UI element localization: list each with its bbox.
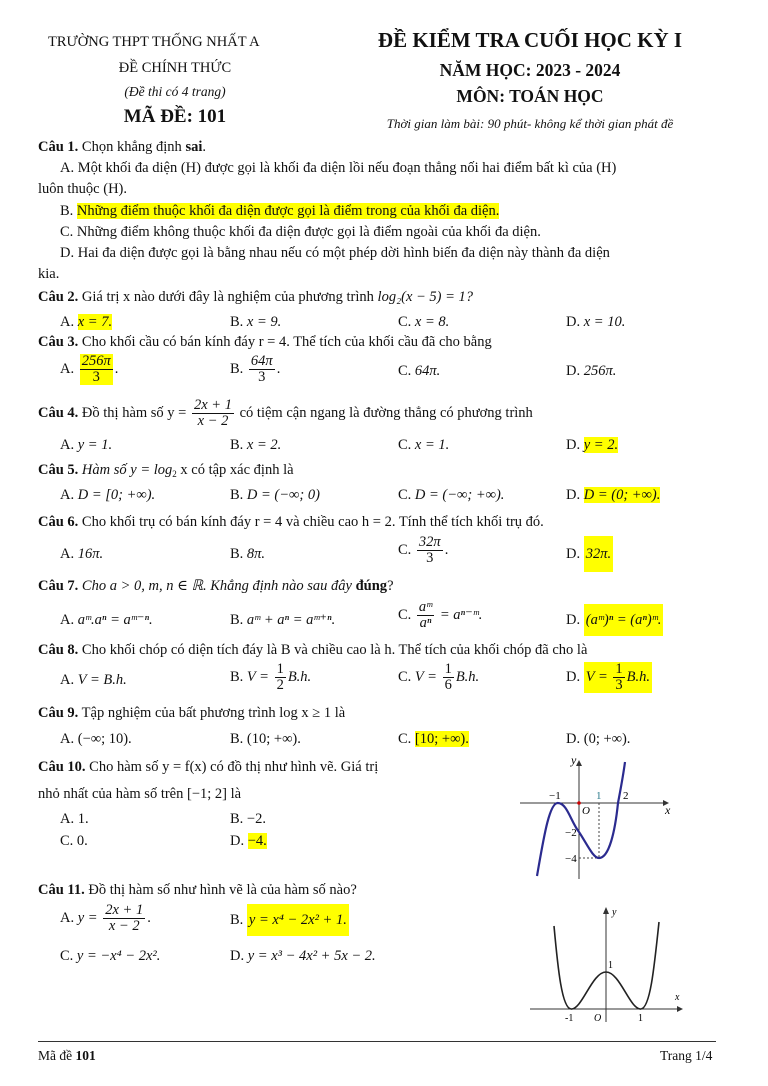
q8-option-a[interactable]: A. V = B.h. xyxy=(60,672,127,688)
q2-option-d[interactable]: D. x = 10. xyxy=(566,314,626,330)
q2-option-b[interactable]: B. x = 9. xyxy=(230,314,282,330)
question-6: Câu 6. Cho khối trụ có bán kính đáy r = 4 và chiều cao h = 2. Tính thể tích khối trụ đó. xyxy=(38,514,544,530)
svg-text:y: y xyxy=(612,907,617,918)
svg-text:x: x xyxy=(665,803,671,817)
q10-option-c[interactable]: C. 0. xyxy=(60,833,88,849)
q4-option-b[interactable]: B. x = 2. xyxy=(230,437,282,453)
q1-option-a[interactable]: A. Một khối đa diện (H) được gọi là khối đa diện lồi nếu đoạn thẳng nối hai điểm bất kì của (H) xyxy=(60,160,617,176)
q8-option-d[interactable]: D. V = $\frac{1}{3}$ B.h. xyxy=(566,661,650,694)
q6-option-c[interactable]: C. $\frac{32\pi}{3}$ . xyxy=(398,534,449,567)
q9-option-d[interactable]: D. (0; +∞). xyxy=(566,731,631,747)
q8-option-b[interactable]: B. V = $\frac{1}{2}$ B.h. xyxy=(230,661,312,694)
q7-option-c[interactable]: C. $\frac{\text{aᵐ}}{\text{aⁿ}}$ = aⁿ⁻ᵐ. xyxy=(398,599,483,632)
school-name: TRƯỜNG THPT THỐNG NHẤT A xyxy=(48,34,260,50)
x-axis-arrow-icon xyxy=(677,1006,683,1012)
school-year: NĂM HỌC: 2023 - 2024 xyxy=(439,60,621,80)
q1-option-a-cont: luôn thuộc (H). xyxy=(38,181,127,197)
q7-option-a[interactable]: A. aᵐ.aⁿ = aᵐ⁻ⁿ. xyxy=(60,612,153,628)
y-axis-arrow-icon xyxy=(576,760,582,766)
question-1: Câu 1. Chọn khẳng định sai. xyxy=(38,139,206,155)
q11-option-c[interactable]: C. y = −x⁴ − 2x². xyxy=(60,948,161,964)
q1-option-c[interactable]: C. Những điểm không thuộc khối đa diện được gọi là điểm ngoài của khối đa diện. xyxy=(60,224,541,240)
q3-option-a[interactable]: A. $\frac{256\pi}{3}$ . xyxy=(60,353,119,386)
q5-option-d[interactable]: D. D = (0; +∞). xyxy=(566,487,661,503)
footer-page-number: Trang 1/4 xyxy=(660,1048,713,1063)
q2-option-a[interactable]: A. x = 7. xyxy=(60,314,113,330)
q9-option-b[interactable]: B. (10; +∞). xyxy=(230,731,301,747)
q11-option-d[interactable]: D. y = x³ − 4x² + 5x − 2. xyxy=(230,948,376,964)
q6-option-a[interactable]: A. 16π. xyxy=(60,546,104,562)
q5-option-c[interactable]: C. D = (−∞; +∞). xyxy=(398,487,505,503)
q6-option-d[interactable]: D. 32π. xyxy=(566,546,613,563)
q1-option-b[interactable]: B. Những điểm thuộc khối đa diện được gọi là điểm trong của khối đa diện. xyxy=(60,203,500,219)
question-9: Câu 9. Tập nghiệm của bất phương trình log x ≥ 1 là xyxy=(38,705,346,721)
q11-quartic-graph xyxy=(520,900,690,1025)
time-note: Thời gian làm bài: 90 phút- không kể thời gian phát đề xyxy=(386,116,674,131)
q2-option-c[interactable]: C. x = 8. xyxy=(398,314,450,330)
svg-text:O: O xyxy=(582,805,590,817)
question-3: Câu 3. Cho khối cầu có bán kính đáy r = 4. Thể tích của khối cầu đã cho bằng xyxy=(38,334,492,350)
svg-text:-1: -1 xyxy=(565,1013,574,1024)
cubic-curve xyxy=(537,762,625,876)
pages-note: (Đề thi có 4 trang) xyxy=(124,84,226,99)
q9-option-a[interactable]: A. (−∞; 10). xyxy=(60,731,132,747)
svg-text:−1: −1 xyxy=(549,790,561,802)
y-axis-arrow-icon xyxy=(603,907,609,914)
q6-option-b[interactable]: B. 8π. xyxy=(230,546,266,562)
q11-option-a[interactable]: A. y = $\frac{2x + 1}{x - 2}$ . xyxy=(60,902,151,935)
question-5: Câu 5. Hàm số $y = \log_2 x$ có tập xác định là xyxy=(38,462,294,479)
footer-divider xyxy=(38,1041,716,1042)
svg-text:−2: −2 xyxy=(565,827,577,839)
q10-cubic-graph xyxy=(515,752,675,882)
exam-title: ĐỀ KIỂM TRA CUỐI HỌC KỲ I xyxy=(377,28,683,52)
q3-option-b[interactable]: B. $\frac{64\pi}{3}$ . xyxy=(230,353,281,386)
q5-option-a[interactable]: A. D = [0; +∞). xyxy=(60,487,156,503)
question-4: Câu 4. Đồ thị hàm số y = $\frac{2x + 1}{x - 2}$ có tiệm cận ngang là đường thẳng có phương trình xyxy=(38,397,533,430)
question-10-line1: Câu 10. Cho hàm số y = f(x) có đồ thị như hình vẽ. Giá trị xyxy=(38,759,379,775)
q1-option-d-cont: kia. xyxy=(38,266,60,282)
q9-option-c[interactable]: C. [10; +∞). xyxy=(398,731,469,747)
q1-option-d[interactable]: D. Hai đa diện được gọi là bằng nhau nếu có một phép dời hình biến đa diện này thành đa diện xyxy=(60,245,610,261)
question-10-line2: nhỏ nhất của hàm số trên [−1; 2] là xyxy=(38,786,242,802)
q10-option-d[interactable]: D. −4. xyxy=(230,833,267,849)
q10-option-a[interactable]: A. 1. xyxy=(60,811,89,827)
footer-exam-code: Mã đề 101 xyxy=(38,1048,96,1063)
subject: MÔN: TOÁN HỌC xyxy=(456,86,604,106)
svg-text:−4: −4 xyxy=(565,853,577,865)
svg-text:1: 1 xyxy=(638,1013,643,1024)
svg-text:1: 1 xyxy=(608,960,613,971)
question-7: Câu 7. Cho a > 0, m, n ∈ ℝ. Khẳng định nào sau đây đúng? xyxy=(38,578,394,594)
svg-text:O: O xyxy=(594,1013,602,1024)
q4-option-a[interactable]: A. y = 1. xyxy=(60,437,113,453)
question-2: Câu 2. Giá trị x nào dưới đây là nghiệm của phương trình log₂(x − 5) = 1? xyxy=(38,289,474,305)
q8-option-c[interactable]: C. V = $\frac{1}{6}$ B.h. xyxy=(398,661,480,694)
q4-option-d[interactable]: D. y = 2. xyxy=(566,437,619,453)
q3-option-d[interactable]: D. 256π. xyxy=(566,363,617,379)
q11-option-b[interactable]: B. y = x⁴ − 2x² + 1. xyxy=(230,912,349,929)
svg-text:x: x xyxy=(675,992,680,1003)
svg-text:2: 2 xyxy=(623,790,629,802)
q7-option-b[interactable]: B. aᵐ + aⁿ = aᵐ⁺ⁿ. xyxy=(230,612,336,628)
q7-option-d[interactable]: D. (aᵐ)ⁿ = (aⁿ)ᵐ. xyxy=(566,612,663,629)
question-11: Câu 11. Đồ thị hàm số như hình vẽ là của hàm số nào? xyxy=(38,882,357,898)
q4-option-c[interactable]: C. x = 1. xyxy=(398,437,450,453)
exam-code: MÃ ĐỀ: 101 xyxy=(123,106,227,127)
svg-text:y: y xyxy=(571,753,577,767)
q10-option-b[interactable]: B. −2. xyxy=(230,811,266,827)
q5-option-b[interactable]: B. D = (−∞; 0) xyxy=(230,487,320,503)
question-8: Câu 8. Cho khối chóp có diện tích đáy là B và chiều cao là h. Thể tích của khối chóp đã cho là xyxy=(38,642,588,658)
official-label: ĐỀ CHÍNH THỨC xyxy=(118,60,232,76)
svg-text:1: 1 xyxy=(596,790,602,802)
q3-option-c[interactable]: C. 64π. xyxy=(398,363,441,379)
